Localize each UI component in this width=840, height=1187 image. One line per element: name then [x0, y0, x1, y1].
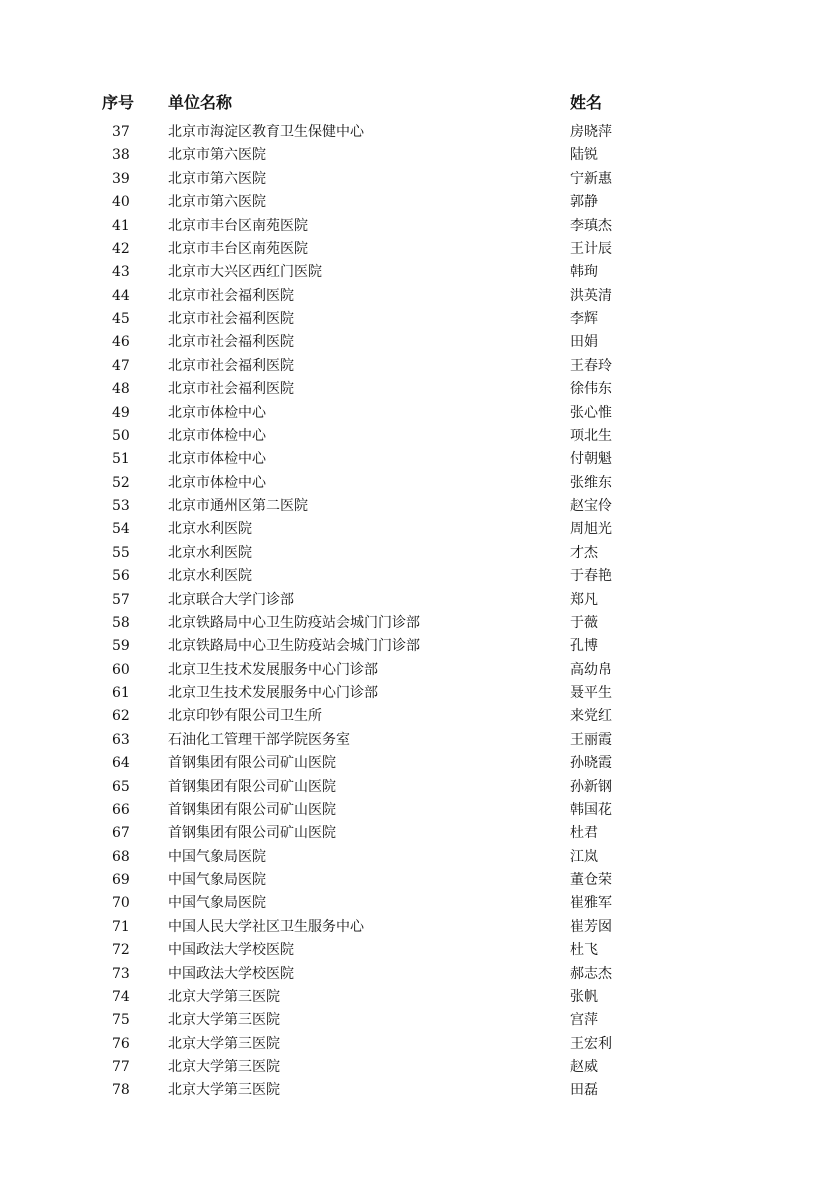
table-row [100, 191, 660, 214]
row-person-name: 孙新钢 [570, 778, 612, 795]
row-seq: 57 [112, 591, 130, 608]
row-unit: 中国气象局医院 [168, 848, 266, 865]
table-row [100, 986, 660, 1009]
row-person-name: 宁新惠 [570, 170, 612, 187]
row-seq: 75 [112, 1012, 130, 1029]
row-seq: 42 [112, 240, 130, 257]
row-seq: 48 [112, 381, 130, 398]
row-unit: 北京市海淀区教育卫生保健中心 [168, 124, 364, 140]
row-seq: 50 [112, 427, 130, 444]
row-seq: 78 [112, 1082, 130, 1099]
table-row [100, 729, 660, 752]
row-person-name: 李瑱杰 [570, 217, 612, 234]
row-unit: 中国气象局医院 [168, 895, 266, 912]
row-unit: 北京大学第三医院 [168, 1035, 280, 1052]
row-unit: 中国气象局医院 [168, 872, 266, 888]
table-row [100, 705, 660, 728]
row-person-name: 张维东 [570, 474, 612, 491]
row-person-name: 王丽霞 [570, 731, 612, 748]
row-seq: 38 [112, 147, 130, 164]
row-unit: 北京市体检中心 [168, 474, 266, 491]
table-row [100, 448, 660, 471]
row-person-name: 崔雅军 [570, 895, 612, 912]
row-unit: 首钢集团有限公司矿山医院 [168, 801, 336, 818]
row-unit: 北京市第六医院 [168, 147, 266, 164]
row-person-name: 项北生 [570, 427, 612, 444]
table-header [100, 86, 660, 116]
table-row [100, 1056, 660, 1079]
row-person-name: 宫萍 [570, 1012, 598, 1029]
row-unit: 北京市体检中心 [168, 404, 266, 421]
row-unit: 中国人民大学社区卫生服务中心 [168, 918, 364, 935]
row-person-name: 郑凡 [570, 591, 598, 608]
row-person-name: 于薇 [570, 614, 598, 631]
row-seq: 53 [112, 498, 130, 514]
table-row [100, 518, 660, 541]
row-person-name: 王春玲 [570, 357, 612, 374]
row-unit: 北京卫生技术发展服务中心门诊部 [168, 661, 378, 678]
row-seq: 69 [112, 872, 130, 888]
row-seq: 72 [112, 942, 130, 959]
table-row [100, 939, 660, 962]
table-row [100, 612, 660, 635]
table-row [100, 425, 660, 448]
row-person-name: 付朝魁 [570, 451, 612, 468]
row-seq: 74 [112, 988, 130, 1005]
row-person-name: 洪英清 [570, 287, 612, 304]
row-person-name: 赵宝伶 [570, 498, 612, 514]
row-person-name: 张帆 [570, 988, 598, 1005]
row-person-name: 周旭光 [570, 521, 612, 538]
row-unit: 北京市社会福利医院 [168, 357, 294, 374]
row-unit: 首钢集团有限公司矿山医院 [168, 825, 336, 842]
row-seq: 62 [112, 708, 130, 725]
table-row [100, 168, 660, 191]
table-row [100, 495, 660, 518]
table-row [100, 402, 660, 425]
table-row [100, 846, 660, 869]
row-person-name: 杜飞 [570, 942, 598, 959]
row-seq: 64 [112, 755, 130, 772]
table-row [100, 659, 660, 682]
row-person-name: 江岚 [570, 848, 598, 865]
row-person-name: 崔芳囡 [570, 918, 612, 935]
table-row [100, 565, 660, 588]
row-person-name: 郝志杰 [570, 965, 612, 982]
row-unit: 北京市社会福利医院 [168, 334, 294, 351]
table-row [100, 799, 660, 822]
table-row [100, 589, 660, 612]
row-unit: 北京联合大学门诊部 [168, 591, 294, 608]
row-unit: 中国政法大学校医院 [168, 942, 294, 959]
row-seq: 68 [112, 848, 130, 865]
row-seq: 51 [112, 451, 130, 468]
row-unit: 北京水利医院 [168, 568, 252, 585]
table-row [100, 869, 660, 892]
table-row [100, 1009, 660, 1032]
row-seq: 46 [112, 334, 130, 351]
row-person-name: 郭静 [570, 194, 598, 211]
table-row [100, 822, 660, 845]
row-seq: 76 [112, 1035, 130, 1052]
table-row [100, 752, 660, 775]
table-row [100, 963, 660, 986]
row-seq: 61 [112, 685, 130, 701]
row-unit: 北京市社会福利医院 [168, 381, 294, 398]
row-unit: 北京大学第三医院 [168, 988, 280, 1005]
table-row [100, 378, 660, 401]
row-seq: 55 [112, 544, 130, 561]
row-unit: 北京市大兴区西红门医院 [168, 264, 322, 281]
row-seq: 60 [112, 661, 130, 678]
row-unit: 北京市第六医院 [168, 194, 266, 211]
row-seq: 41 [112, 217, 130, 234]
row-seq: 77 [112, 1059, 130, 1075]
row-seq: 45 [112, 311, 130, 327]
row-unit: 首钢集团有限公司矿山医院 [168, 778, 336, 795]
row-unit: 北京铁路局中心卫生防疫站会城门门诊部 [168, 614, 420, 631]
row-seq: 71 [112, 918, 130, 935]
row-person-name: 房晓萍 [570, 124, 612, 140]
row-seq: 70 [112, 895, 130, 912]
row-person-name: 田磊 [570, 1082, 598, 1099]
row-person-name: 高幼帛 [570, 661, 612, 678]
row-person-name: 韩珣 [570, 264, 598, 281]
table-row [100, 472, 660, 495]
row-person-name: 李辉 [570, 311, 598, 327]
row-person-name: 韩国花 [570, 801, 612, 818]
row-seq: 49 [112, 404, 130, 421]
row-seq: 59 [112, 638, 130, 655]
table-row [100, 331, 660, 354]
row-person-name: 张心惟 [570, 404, 612, 421]
table-row [100, 121, 660, 144]
row-person-name: 田娟 [570, 334, 598, 351]
table-row [100, 1033, 660, 1056]
table-row [100, 285, 660, 308]
row-seq: 66 [112, 801, 130, 818]
row-seq: 39 [112, 170, 130, 187]
row-seq: 73 [112, 965, 130, 982]
row-person-name: 于春艳 [570, 568, 612, 585]
row-seq: 54 [112, 521, 130, 538]
row-unit: 北京水利医院 [168, 544, 252, 561]
row-person-name: 孙晓霞 [570, 755, 612, 772]
row-unit: 北京市丰台区南苑医院 [168, 217, 308, 234]
row-unit: 石油化工管理干部学院医务室 [168, 731, 350, 748]
table-row [100, 1079, 660, 1102]
row-seq: 67 [112, 825, 130, 842]
row-seq: 44 [112, 287, 130, 304]
row-unit: 北京市第六医院 [168, 170, 266, 187]
header-seq: 序号 [102, 93, 135, 112]
row-unit: 北京市体检中心 [168, 451, 266, 468]
row-person-name: 王宏利 [570, 1035, 612, 1052]
row-seq: 56 [112, 568, 130, 585]
table-row [100, 261, 660, 284]
row-unit: 北京市社会福利医院 [168, 287, 294, 304]
row-unit: 北京市体检中心 [168, 427, 266, 444]
row-person-name: 才杰 [570, 544, 598, 561]
table-row [100, 308, 660, 331]
row-person-name: 来党红 [570, 708, 612, 725]
row-seq: 43 [112, 264, 130, 281]
table-row [100, 916, 660, 939]
row-seq: 63 [112, 731, 130, 748]
row-seq: 58 [112, 614, 130, 631]
table-row [100, 355, 660, 378]
table-row [100, 682, 660, 705]
row-seq: 52 [112, 474, 130, 491]
row-unit: 北京大学第三医院 [168, 1059, 280, 1075]
table-row [100, 776, 660, 799]
row-unit: 北京市丰台区南苑医院 [168, 240, 308, 257]
row-person-name: 孔博 [570, 638, 598, 655]
header-unit: 单位名称 [168, 93, 233, 112]
row-unit: 北京市社会福利医院 [168, 311, 294, 327]
table-body [100, 121, 660, 1103]
row-person-name: 徐伟东 [570, 381, 612, 398]
row-seq: 37 [112, 124, 130, 140]
table-row [100, 215, 660, 238]
row-unit: 北京大学第三医院 [168, 1012, 280, 1029]
row-seq: 40 [112, 194, 130, 211]
roster-table [100, 86, 660, 1099]
row-unit: 北京卫生技术发展服务中心门诊部 [168, 685, 378, 701]
row-unit: 首钢集团有限公司矿山医院 [168, 755, 336, 772]
row-unit: 北京市通州区第二医院 [168, 498, 308, 514]
row-unit: 中国政法大学校医院 [168, 965, 294, 982]
row-unit: 北京铁路局中心卫生防疫站会城门门诊部 [168, 638, 420, 655]
table-row [100, 542, 660, 565]
row-person-name: 王计辰 [570, 240, 612, 257]
row-person-name: 陆锐 [570, 147, 598, 164]
row-person-name: 赵威 [570, 1059, 598, 1075]
row-unit: 北京水利医院 [168, 521, 252, 538]
row-seq: 65 [112, 778, 130, 795]
table-row [100, 892, 660, 915]
row-person-name: 杜君 [570, 825, 598, 842]
row-unit: 北京大学第三医院 [168, 1082, 280, 1099]
header-name: 姓名 [570, 93, 603, 112]
table-row [100, 144, 660, 167]
row-person-name: 聂平生 [570, 685, 612, 701]
table-row [100, 635, 660, 658]
table-row [100, 238, 660, 261]
row-unit: 北京印钞有限公司卫生所 [168, 708, 322, 725]
row-seq: 47 [112, 357, 130, 374]
row-person-name: 董仓荣 [570, 872, 612, 888]
